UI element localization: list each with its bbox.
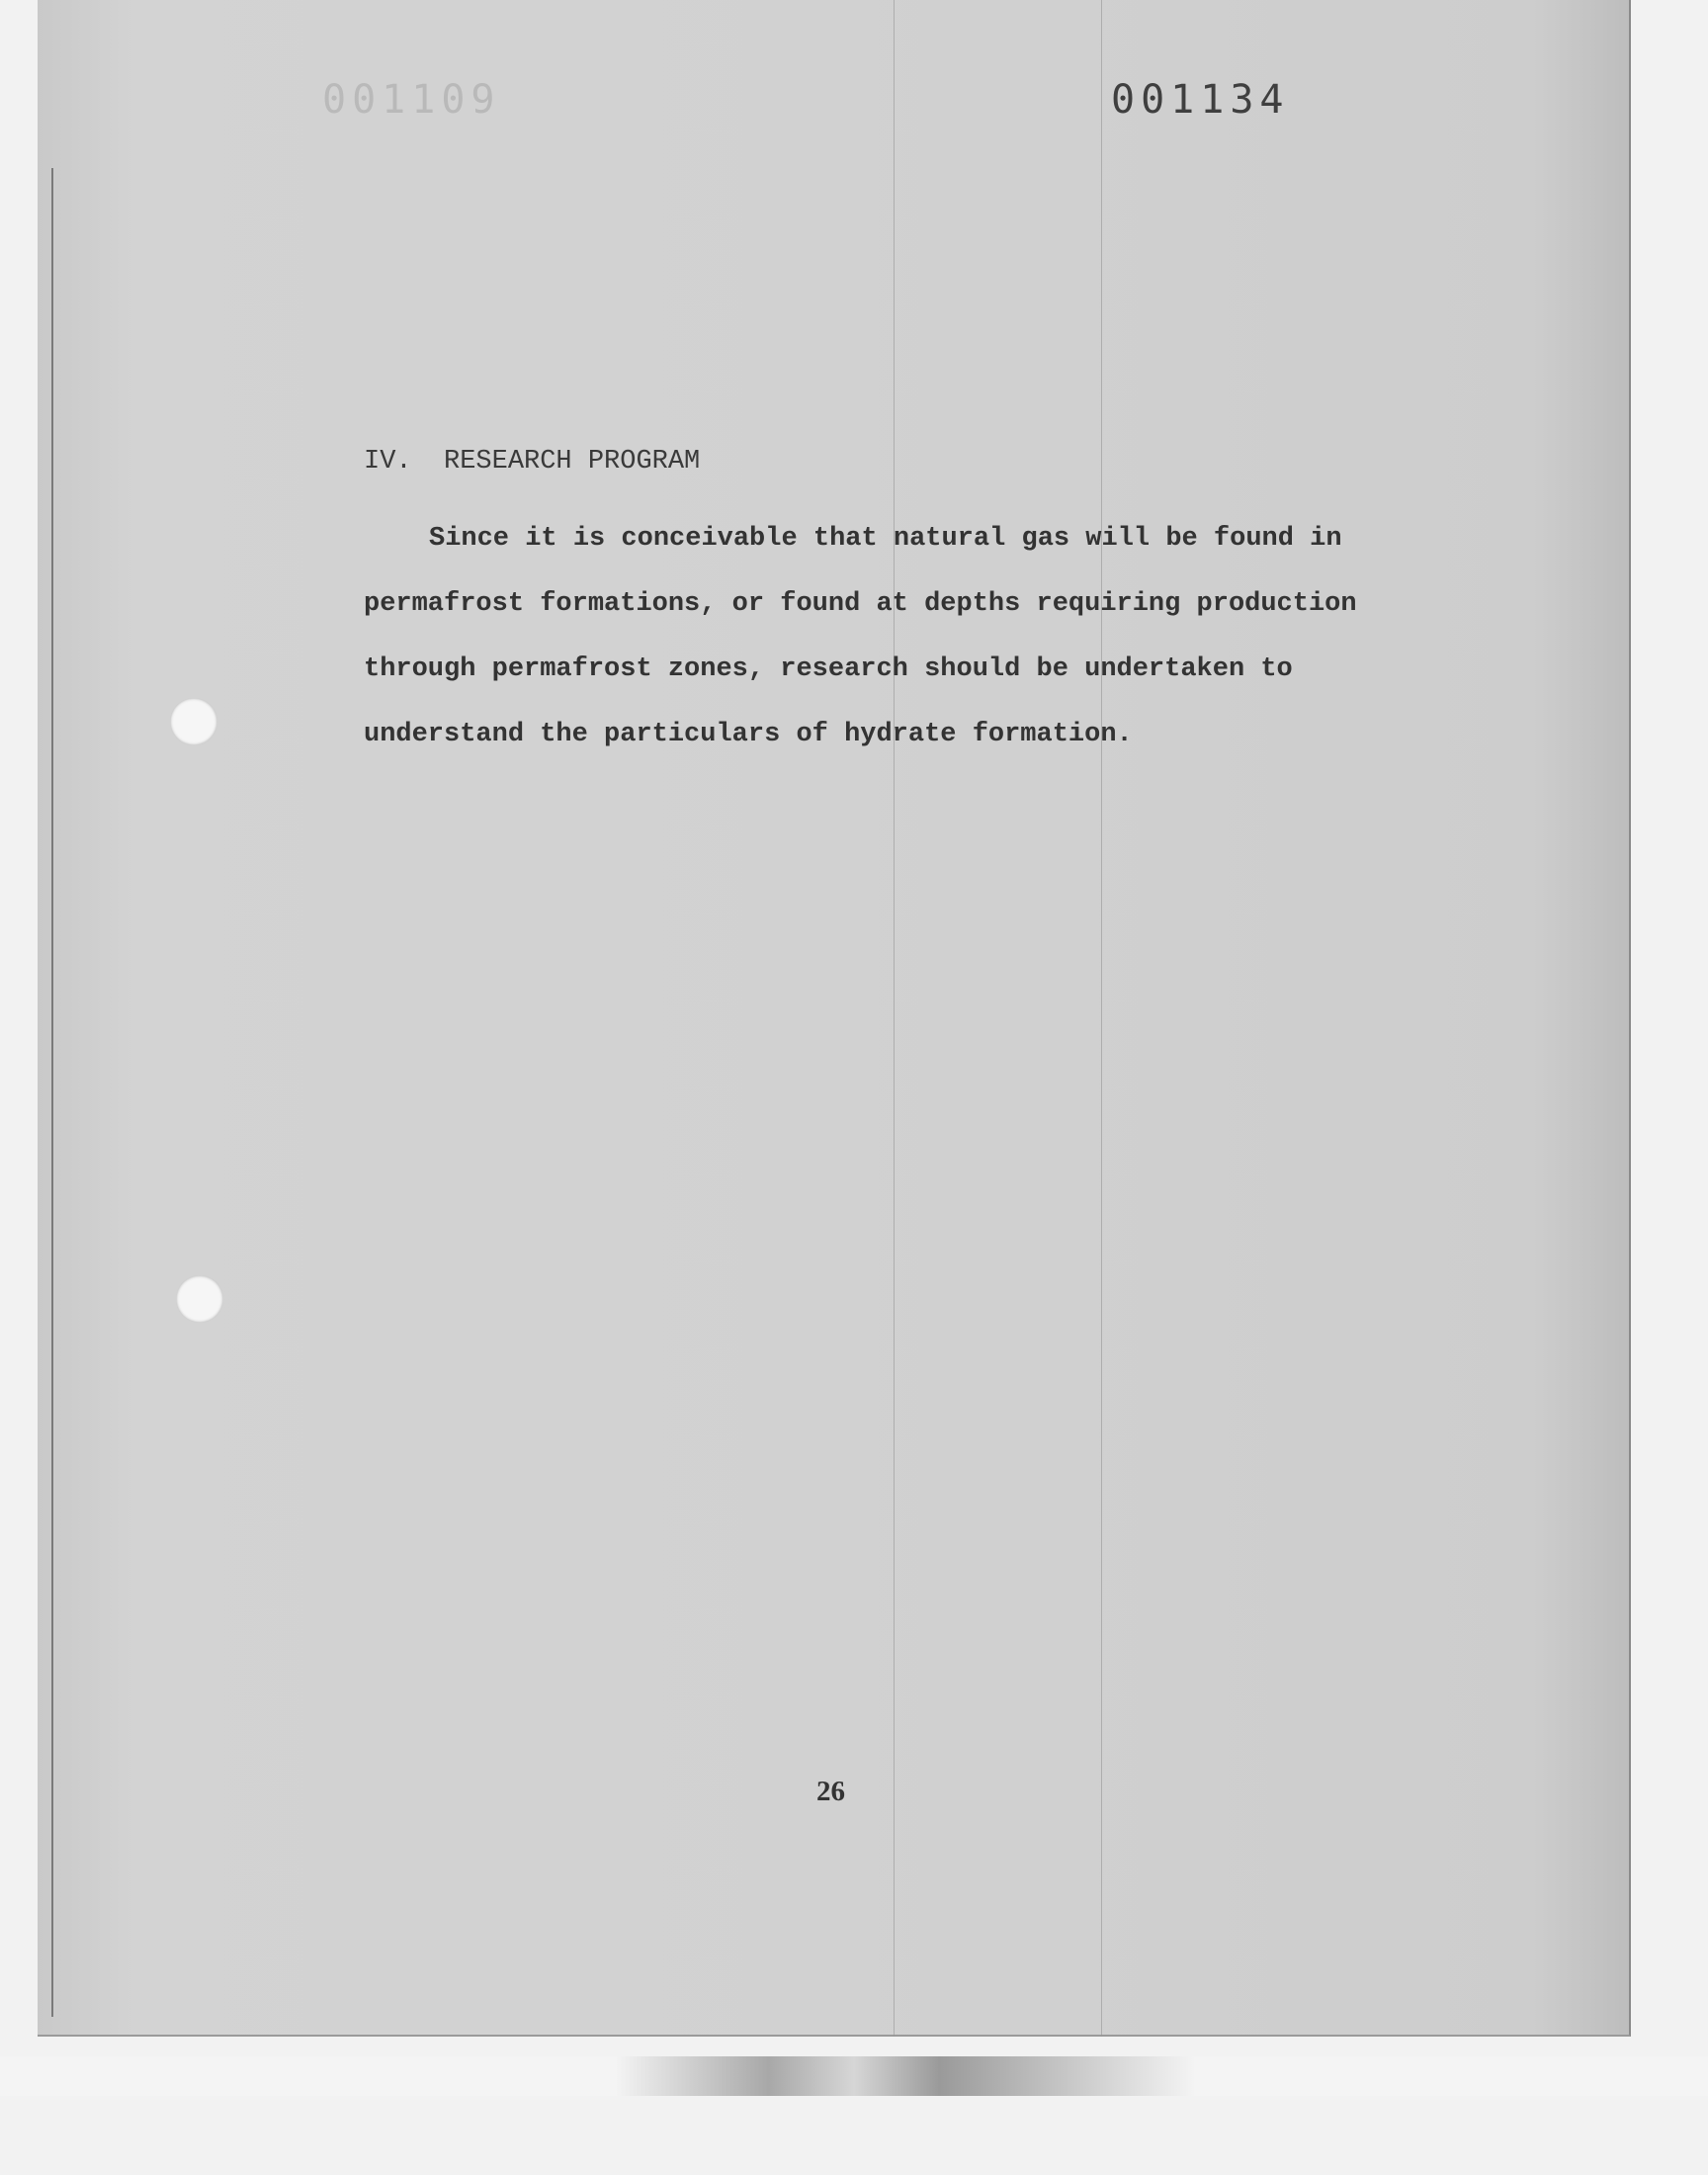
document-number: 001134: [1111, 77, 1290, 123]
scanner-artifact-strip: [0, 2056, 1708, 2096]
punch-hole-bottom: [176, 1275, 223, 1323]
page-number: 26: [816, 1776, 845, 1807]
sheet-left-edge: [51, 168, 53, 2017]
faint-document-number: 001109: [322, 77, 501, 123]
section-heading: IV. RESEARCH PROGRAM: [364, 447, 701, 477]
scan-streak: [1101, 0, 1102, 2037]
punch-hole-top: [170, 698, 217, 745]
paper-sheet: [38, 0, 1631, 2037]
body-paragraph: [364, 506, 1411, 767]
paragraph-line: through permafrost zones, research should be undertaken to: [364, 654, 1293, 684]
paragraph-line: permafrost formations, or found at depths requiring production: [364, 589, 1357, 619]
paragraph-line: understand the particulars of hydrate formation.: [364, 720, 1133, 749]
scan-streak: [894, 0, 895, 2037]
paragraph-line: Since it is conceivable that natural gas will be found in: [429, 524, 1342, 554]
